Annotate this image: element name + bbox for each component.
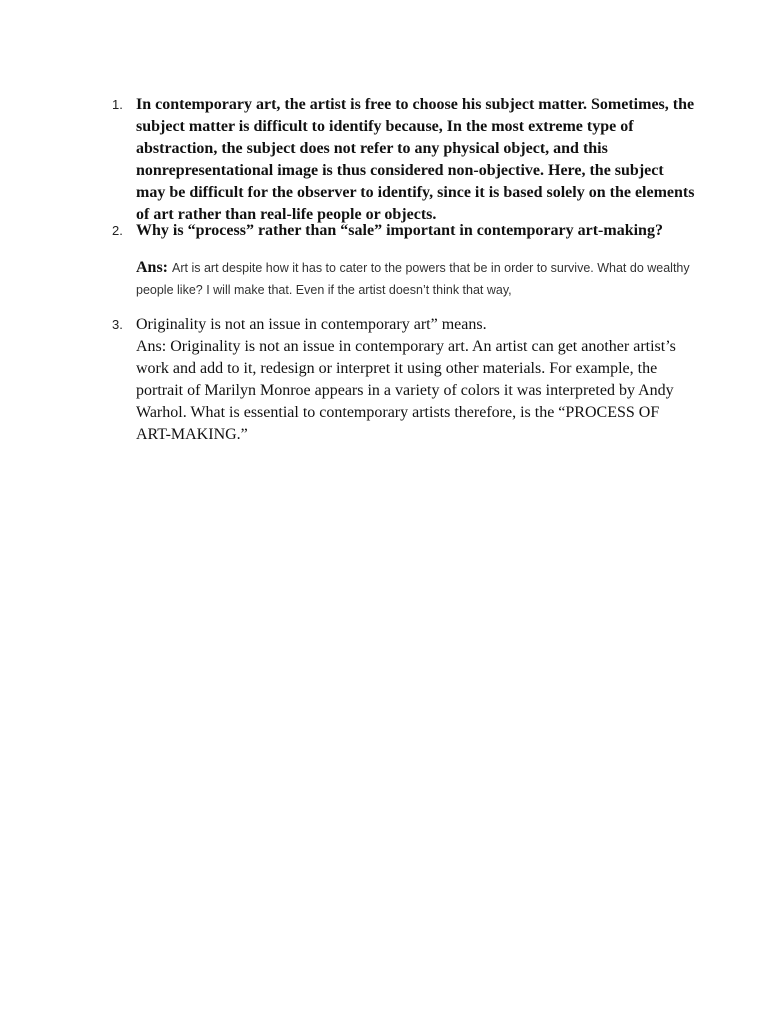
item-number: 1. [112, 97, 123, 112]
item-number: 3. [112, 317, 123, 332]
item-text: Originality is not an issue in contemporary art” means. [136, 316, 487, 333]
answer-2 [136, 257, 696, 301]
answer-text: Art is art despite how it has to cater to the powers that be in order to survive. What do wealthy people like? I will make that. Even if the artist doesn’t think that way, [136, 261, 690, 297]
answer-3: Ans: Originality is not an issue in contemporary art. An artist can get another artist’s work and add to it, redesign or interpret it using other materials. For example, the portrait of Marilyn Monroe appears in a variety of colors it was interpreted by Andy Warhol. What is essential to contemporary artists therefore, is the “PROCESS OF ART-MAKING.” [136, 338, 676, 443]
answer-label: Ans: [136, 259, 169, 276]
item-text: Why is “process” rather than “sale” important in contemporary art-making? [136, 222, 663, 239]
item-text: In contemporary art, the artist is free to choose his subject matter. Sometimes, the subject matter is difficult to identify because, In the most extreme type of abstraction, the subject does not refer to any physical object, and this nonrepresentational image is thus considered non-objective. Here, the subject may be difficult for the observer to identify, since it is based solely on the elements of art rather than real-life people or objects. [136, 96, 695, 223]
item-number: 2. [112, 223, 123, 238]
